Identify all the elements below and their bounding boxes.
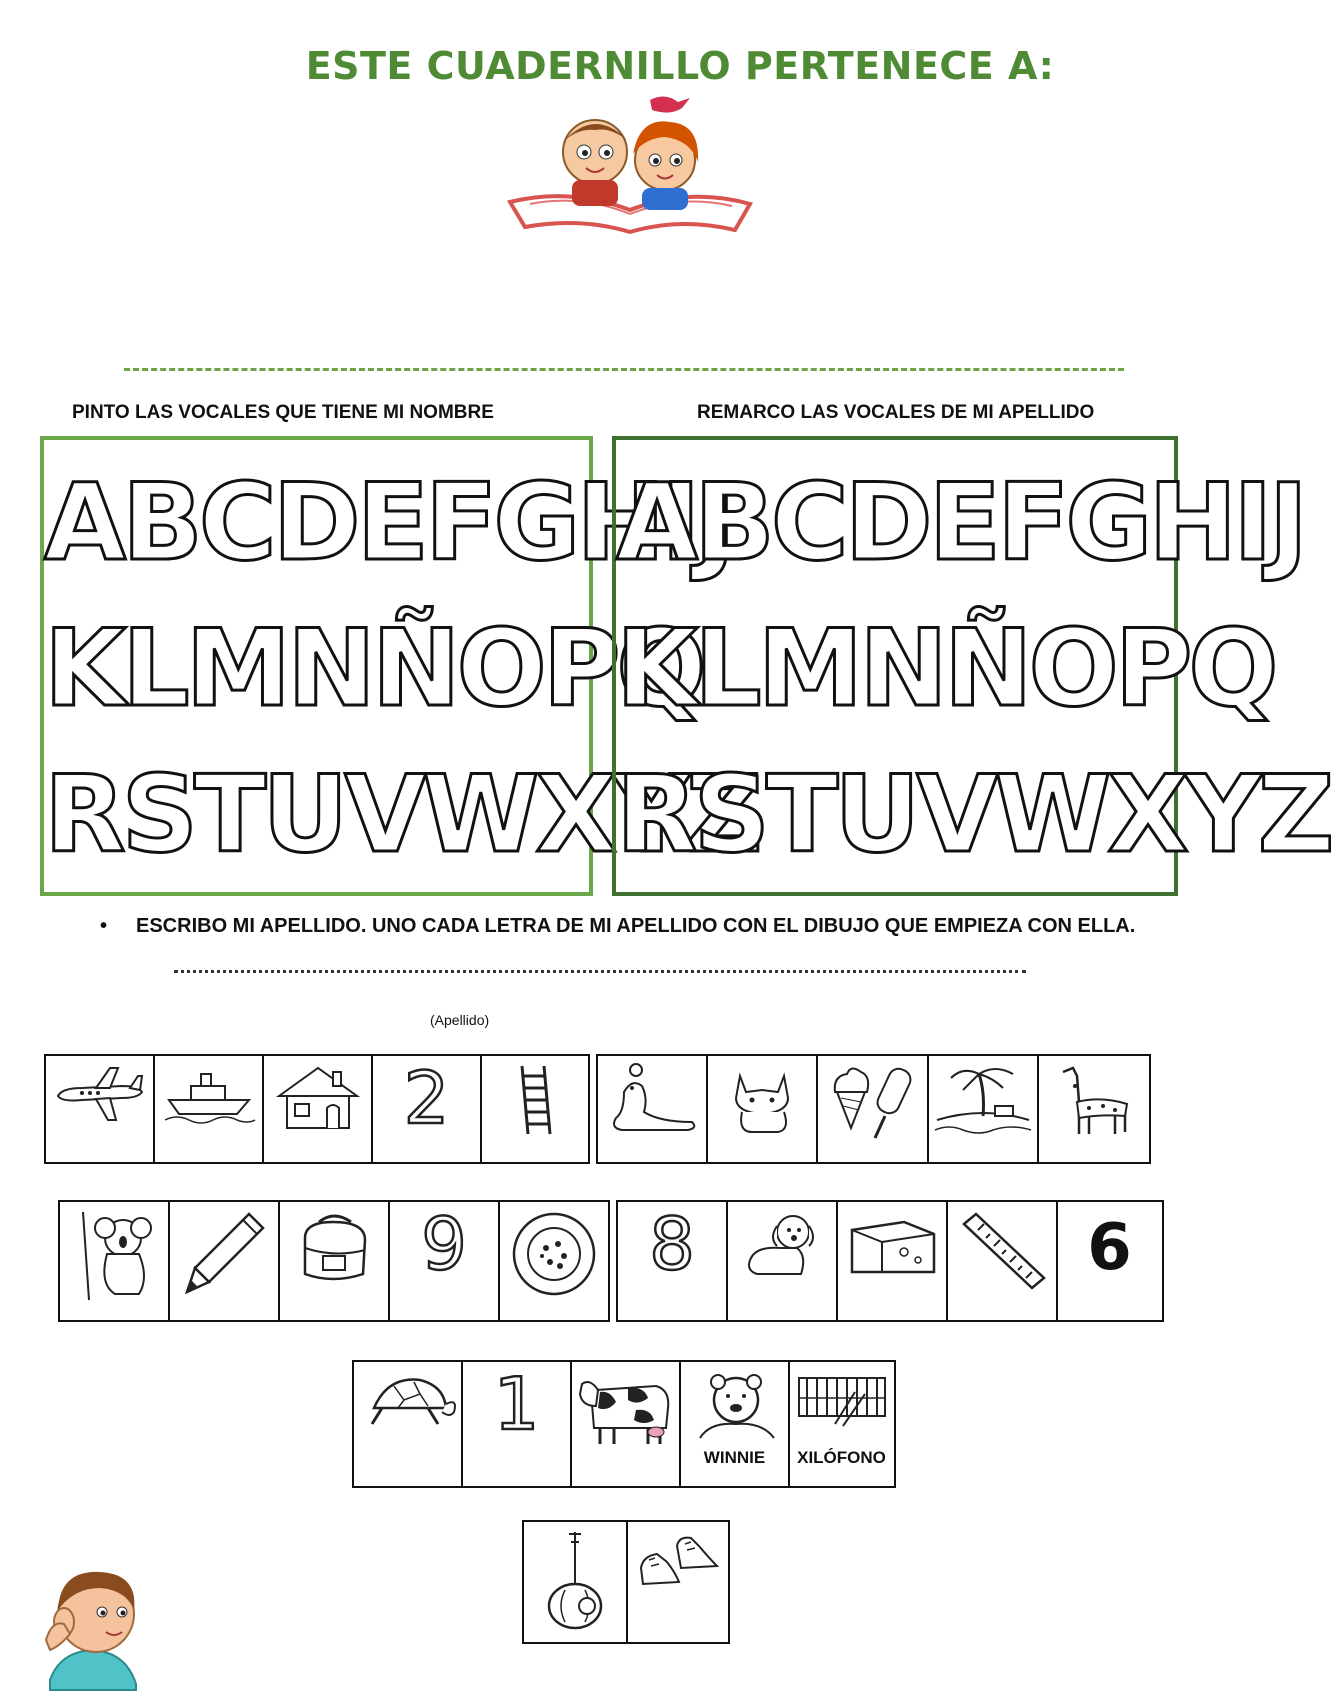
picture-cell-koala[interactable] (60, 1202, 170, 1320)
instruction-text (100, 915, 1135, 938)
picture-strip-1a (44, 1054, 590, 1164)
island-icon (933, 1062, 1033, 1138)
left-section-caption: PINTO LAS VOCALES QUE TIENE MI NOMBRE (72, 402, 494, 423)
xilofono-label: XILÓFONO (797, 1448, 886, 1467)
picture-cell-ladder[interactable] (482, 1056, 587, 1162)
alphabet-box-name[interactable] (40, 436, 759, 896)
picture-cell-turtle[interactable] (354, 1362, 463, 1486)
koala-icon (69, 1208, 159, 1304)
name-writing-line[interactable] (124, 368, 1124, 371)
picture-cell-house[interactable] (264, 1056, 373, 1162)
dog-icon (737, 1208, 827, 1288)
number-six: 6 (1087, 1211, 1132, 1285)
winnie-label: WINNIE (703, 1448, 766, 1467)
picture-cell-dog[interactable] (728, 1202, 838, 1320)
boy-listening-illustration (30, 1560, 155, 1690)
xylophone-icon (795, 1368, 889, 1428)
alphabet-row: ABCDEFGHIJ (616, 461, 1305, 584)
instruction-sentence: ESCRIBO MI APELLIDO. UNO CADA LETRA DE MI APELLIDO CON EL DIBUJO QUE EMPIEZA CON ELLA. (136, 915, 1136, 937)
picture-cell-airplane[interactable] (46, 1056, 155, 1162)
picture-cell-yoyo[interactable] (524, 1522, 628, 1642)
picture-cell-cow[interactable] (572, 1362, 681, 1486)
seal-icon (602, 1062, 702, 1138)
picture-strip-2a (58, 1200, 610, 1322)
surname-line-label: (Apellido) (430, 1012, 490, 1028)
picture-strip-4 (522, 1520, 730, 1644)
alphabet-row: RSTUVWXYZ (44, 753, 759, 876)
alphabet-row: KLMNÑOPQ (616, 607, 1275, 730)
alphabet-row: KLMNÑOPQ (44, 607, 703, 730)
picture-cell-ice-cream[interactable] (818, 1056, 928, 1162)
picture-cell-ruler[interactable] (948, 1202, 1058, 1320)
picture-cell-number-six[interactable] (1058, 1202, 1161, 1320)
picture-cell-number-nine[interactable] (390, 1202, 500, 1320)
picture-cell-plate[interactable] (500, 1202, 607, 1320)
picture-cell-island[interactable] (929, 1056, 1039, 1162)
right-section-caption: REMARCO LAS VOCALES DE MI APELLIDO (697, 402, 1095, 423)
picture-strip-3 (352, 1360, 896, 1488)
number-two: 2 (403, 1056, 450, 1140)
picture-cell-winnie[interactable] (681, 1362, 790, 1486)
giraffe-icon (1049, 1062, 1139, 1142)
surname-writing-line[interactable] (174, 970, 1026, 973)
picture-cell-giraffe[interactable] (1039, 1056, 1149, 1162)
picture-cell-pencil[interactable] (170, 1202, 280, 1320)
ladder-icon (510, 1062, 560, 1138)
cheese-icon (844, 1208, 940, 1288)
picture-cell-boat[interactable] (155, 1056, 264, 1162)
picture-strip-2b (616, 1200, 1164, 1322)
picture-cell-seal[interactable] (598, 1056, 708, 1162)
bear-icon (690, 1368, 780, 1440)
backpack-icon (289, 1208, 379, 1288)
alphabet-row: RSTUVWXYZ (616, 753, 1331, 876)
ruler-icon (954, 1208, 1050, 1294)
alphabet-box-surname[interactable] (612, 436, 1331, 896)
picture-cell-cheese[interactable] (838, 1202, 948, 1320)
airplane-icon (52, 1062, 148, 1126)
picture-strip-1b (596, 1054, 1151, 1164)
number-nine: 9 (421, 1202, 467, 1286)
sneakers-icon (633, 1528, 723, 1598)
number-eight: 8 (649, 1202, 695, 1286)
picture-cell-backpack[interactable] (280, 1202, 390, 1320)
boat-icon (161, 1062, 257, 1126)
picture-cell-number-eight[interactable] (618, 1202, 728, 1320)
house-icon (273, 1062, 363, 1132)
picture-cell-number-one[interactable] (463, 1362, 572, 1486)
kids-reading-illustration (500, 92, 760, 252)
ice-cream-icon (823, 1062, 923, 1142)
picture-cell-cat[interactable] (708, 1056, 818, 1162)
page-title: ESTE CUADERNILLO PERTENECE A: (305, 44, 1055, 88)
cat-icon (722, 1062, 802, 1138)
picture-cell-xilofono[interactable] (790, 1362, 893, 1486)
pencil-icon (179, 1208, 269, 1298)
plate-icon (508, 1208, 600, 1300)
picture-cell-sneakers[interactable] (628, 1522, 727, 1642)
picture-cell-number-two[interactable] (373, 1056, 482, 1162)
yoyo-icon (535, 1528, 615, 1632)
bullet: • (100, 915, 108, 937)
alphabet-row: ABCDEFGHIJ (44, 461, 733, 584)
number-one: 1 (493, 1362, 540, 1446)
cow-icon (574, 1368, 678, 1448)
turtle-icon (358, 1368, 458, 1438)
